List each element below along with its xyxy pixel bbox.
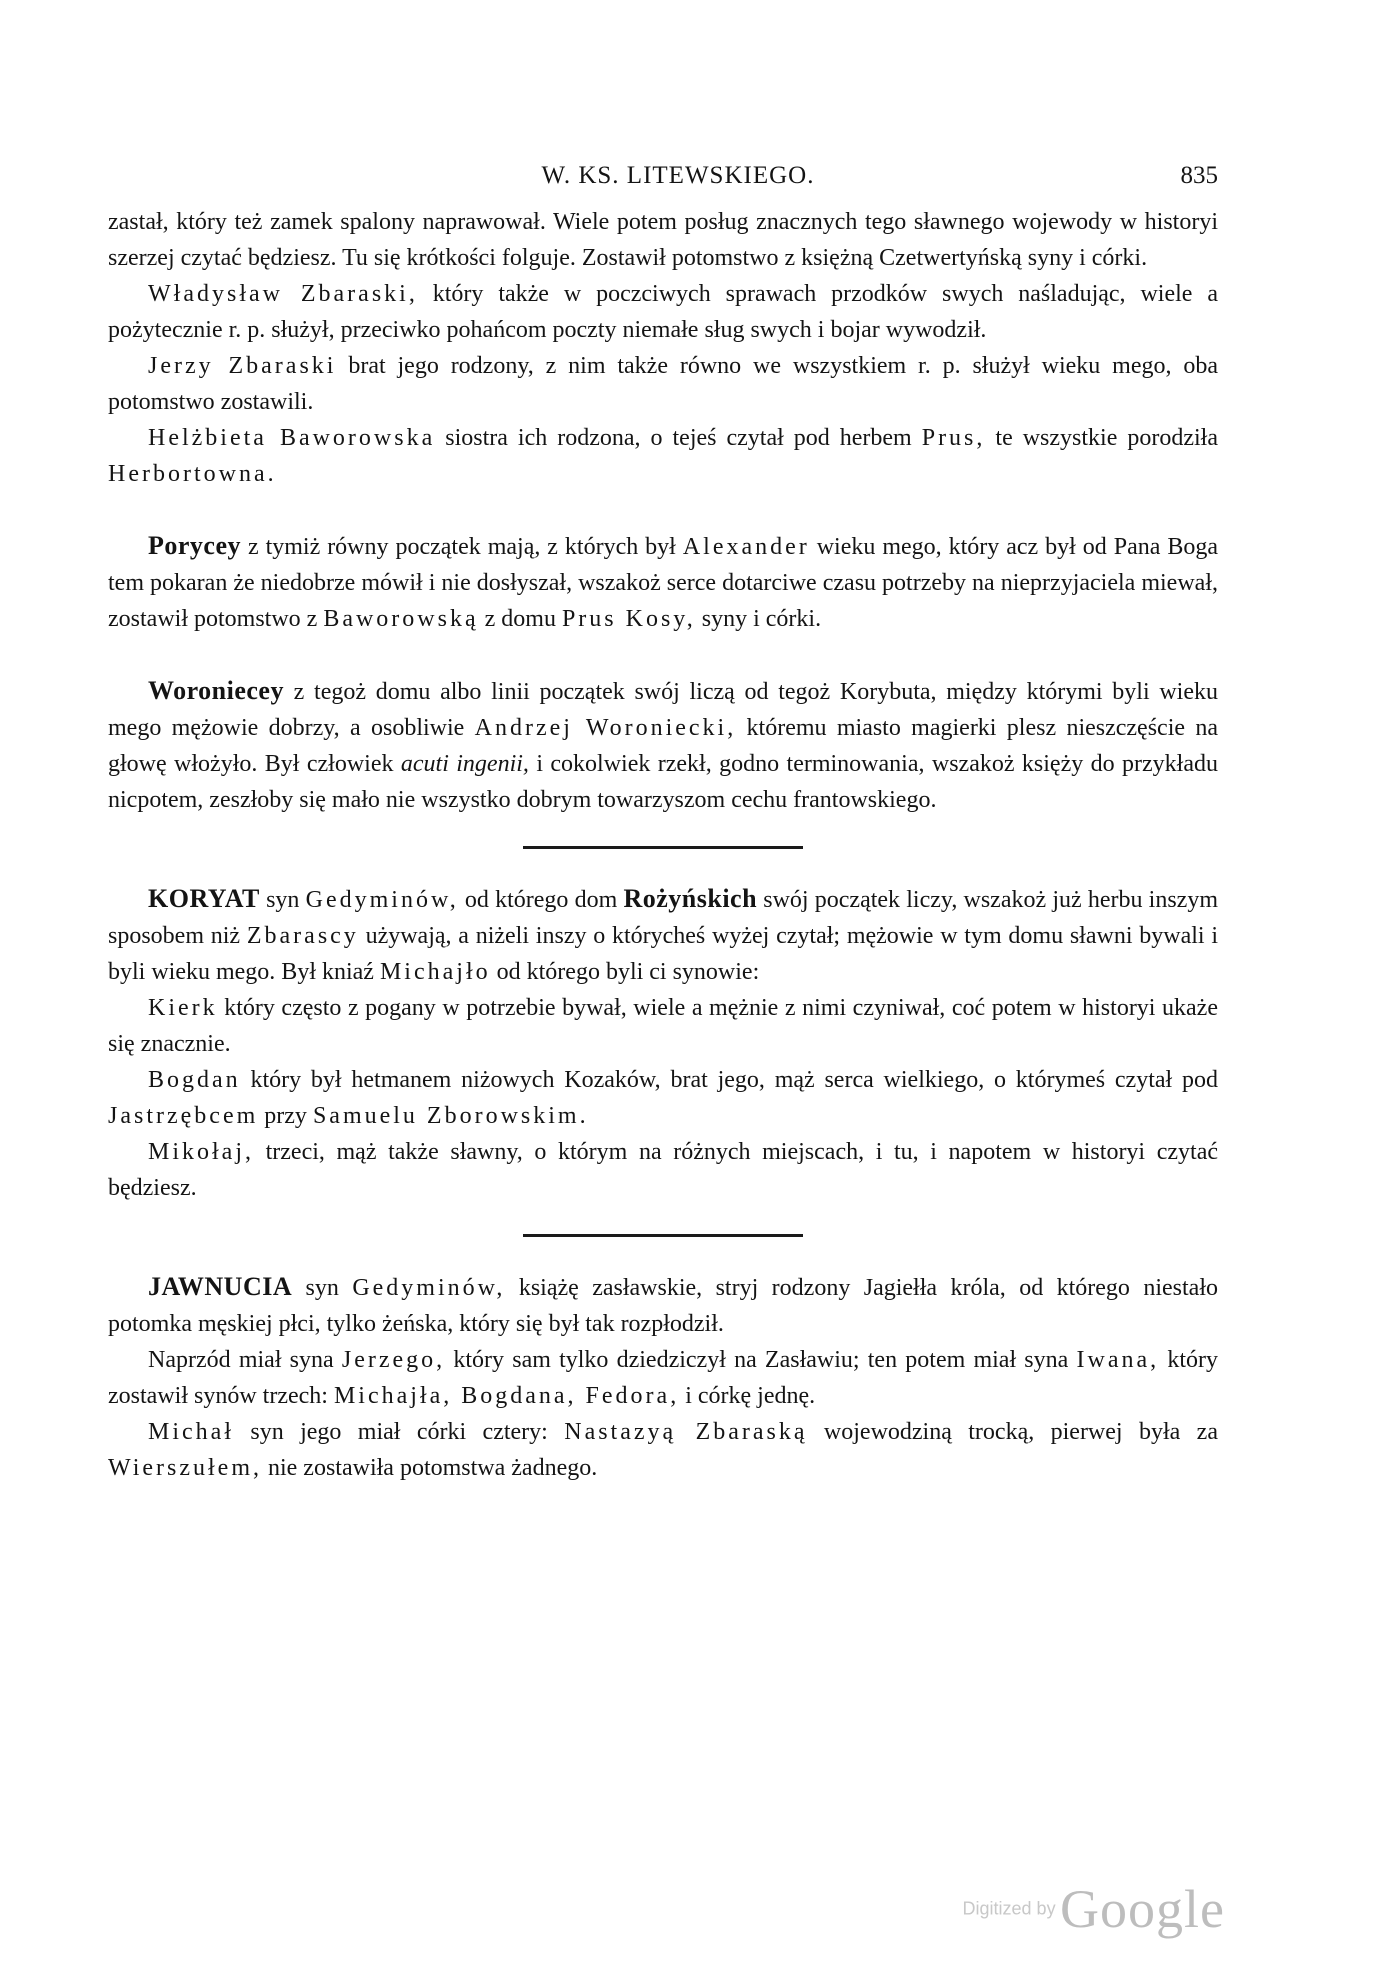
paragraph-text: który także w poczciwych sprawach przodków swych naśladując, wiele a pożytecznie r. p. służył, przeciwko pohańcom poczty niemałe sług swych i bojar wywodził. [108, 281, 1218, 343]
paragraph-helzbieta [108, 420, 1218, 492]
person-name: Jerzy Zbaraski [148, 353, 337, 379]
paragraph-bogdan [108, 1062, 1218, 1134]
person-name: Helżbieta Baworowska [148, 425, 436, 451]
section-divider [523, 846, 803, 849]
paragraph-text: z domu [478, 606, 562, 632]
spacer [108, 492, 1218, 528]
paragraph-text: który często z pogany w potrzebie bywał, wiele a mężnie z nimi czyniwał, coć potem w historyi ukaże się znacznie. [108, 995, 1218, 1057]
person-name: Bogdan [148, 1067, 241, 1093]
family-heading: JAWNUCIA [148, 1272, 293, 1301]
person-name: Michał [148, 1419, 234, 1445]
paragraph-woroniecey [108, 673, 1218, 818]
person-names: Michajła, Bogdana, Fedora, [333, 1383, 680, 1409]
family-name: Rożyńskich [623, 884, 758, 913]
paragraph-jerzy [108, 348, 1218, 420]
family-name: Zbarascy [246, 923, 359, 949]
paragraph-naprzod [108, 1342, 1218, 1414]
spacer [108, 637, 1218, 673]
person-name: Mikołaj, [148, 1139, 254, 1165]
paragraph-text: który zostawił synów trzech: [108, 1347, 1218, 1409]
paragraph-wladyslaw [108, 276, 1218, 348]
paragraph-text: syn [259, 887, 306, 913]
paragraph-text: który był hetmanem niżowych Kozaków, brat jego, mąż serca wielkiego, o którymeś czytał pod [240, 1067, 1218, 1093]
paragraph-mikolaj [108, 1134, 1218, 1206]
person-name: Michajło [379, 959, 491, 985]
paragraph-text: i cokolwiek rzekł, godno terminowania, wszakoż księży do przykładu nicpotem, zeszłoby się mało nie wszystko dobrym towarzyszom cechu frantowskiego. [108, 751, 1218, 813]
person-name: Samuelu Zborowskim. [312, 1103, 589, 1129]
person-name: Gedyminów, [305, 887, 459, 913]
person-name: Gedyminów, [352, 1275, 506, 1301]
person-name: Kierk [148, 995, 218, 1021]
google-logo: Google [1060, 1879, 1225, 1939]
herb-name: Prus Kosy, [561, 606, 696, 632]
paragraph-text: książę zasławskie, stryj rodzony Jagiełła króla, od którego niestało potomka męskiej płci, tylko żeńska, który się był tak rozpłodził. [108, 1275, 1218, 1337]
person-name: Alexander [682, 534, 810, 560]
paragraph-text: przy [258, 1103, 313, 1129]
paragraph-porycey [108, 528, 1218, 637]
paragraph-text: od którego byli ci synowie: [490, 959, 760, 985]
paragraph-text: swój początek liczy, wszakoż już herbu inszym sposobem niż [108, 887, 1219, 949]
person-name: Wierszułem, [108, 1455, 262, 1481]
family-heading: KORYAT [148, 884, 260, 913]
paragraph-text: trzeci, mąż także sławny, o którym na różnych miejscach, i tu, i napotem w historyi czytać będziesz. [108, 1139, 1218, 1201]
running-title: W. KS. LITEWSKIEGO. [541, 162, 815, 189]
person-name: Baworowską [323, 606, 479, 632]
paragraph-kierk [108, 990, 1218, 1062]
herb-name: Jastrzębcem [108, 1103, 259, 1129]
person-name: Władysław Zbaraski, [148, 281, 418, 307]
herb-name: Prus, [921, 425, 986, 451]
paragraph-text: który sam tylko dziedziczył na Zasławiu; ten potem miał syna [445, 1347, 1077, 1373]
paragraph-text: z tegoż domu albo linii początek swój liczą od tegoż Korybuta, między którymi byli wieku mego mężowie dobrzy, a osobliwie [108, 679, 1218, 741]
person-name: Andrzej Woroniecki, [474, 715, 737, 741]
running-header [108, 158, 1218, 202]
paragraph-text: używają, a niżeli inszy o którycheś wyżej czytał; mężowie w tym domu sławni bywali i byli wieku mego. Był kniaź [108, 923, 1218, 985]
latin-phrase: acuti ingenii, [400, 751, 529, 777]
paragraph-text: Naprzód miał syna [148, 1347, 342, 1373]
paragraph-text: te wszystkie porodziła [985, 425, 1218, 451]
paragraph-text: od którego dom [458, 887, 624, 913]
watermark-prefix: Digitized by [962, 1898, 1056, 1919]
section-divider [523, 1234, 803, 1237]
paragraph-text: syn jego miał córki cztery: [233, 1419, 565, 1445]
paragraph-text: i córkę jednę. [679, 1383, 816, 1409]
person-name: Herbortowna. [108, 461, 277, 487]
paragraph-text: siostra ich rodzona, o tejeś czytał pod herbem [435, 425, 922, 451]
paragraph-text: któremu miasto magierki plesz nieszczęście na głowę włożyło. Był człowiek [108, 715, 1219, 777]
person-name: Iwana, [1076, 1347, 1160, 1373]
page-body [108, 158, 1218, 1486]
paragraph-text: brat jego rodzony, z nim także równo we wszystkiem r. p. służył wieku mego, oba potomstwo zostawili. [108, 353, 1218, 415]
digitized-watermark [963, 1878, 1225, 1940]
paragraph-text: zastał, który też zamek spalony naprawował. Wiele potem posług znacznych tego sławnego wojewody w historyi szerzej czytać będziesz. Tu się krótkości folguje. Zostawił potomstwo z księżną Czetwertyńską syny i córki. [108, 209, 1218, 271]
family-heading: Porycey [148, 531, 242, 560]
paragraph-text: wieku mego, który acz był od Pana Boga tem pokaran że niedobrze mówił i nie dosłyszał, wszakoż serce dotarciwe czasu potrzeby na nieprzyjaciela miewał, zostawił potomstwo z [108, 534, 1218, 632]
paragraph-text: wojewodziną trocką, pierwej była za [807, 1419, 1218, 1445]
paragraph-michal [108, 1414, 1218, 1486]
person-name: Nastazyą Zbaraską [564, 1419, 808, 1445]
family-heading: Woroniecey [148, 676, 284, 705]
paragraph-text: syn [292, 1275, 353, 1301]
paragraph-text: z tymiż równy początek mają, z których był [241, 534, 683, 560]
person-name: Jerzego, [341, 1347, 446, 1373]
paragraph-text: nie zostawiła potomstwa żadnego. [261, 1455, 598, 1481]
paragraph-continued [108, 204, 1218, 276]
paragraph-jawnucia [108, 1269, 1218, 1342]
paragraph-text: syny i córki. [695, 606, 822, 632]
page-number: 835 [1180, 162, 1218, 189]
paragraph-koryat [108, 881, 1218, 990]
